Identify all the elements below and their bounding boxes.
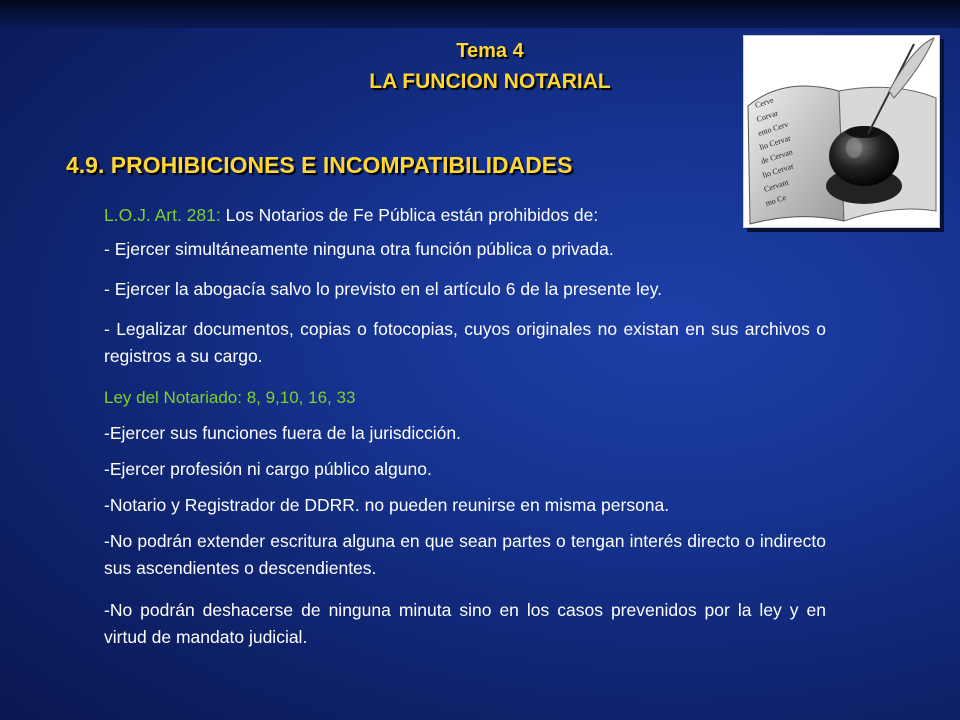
notariado-reference: Ley del Notariado: 8, 9,10, 16, 33 xyxy=(104,388,356,407)
top-band xyxy=(0,0,960,28)
book-text-line: mo Ce xyxy=(764,192,788,208)
book-text-line: ento Cerv xyxy=(756,119,790,138)
list-item: -Ejercer profesión ni cargo público alguno. xyxy=(104,459,432,479)
quill-inkwell-image xyxy=(743,35,940,228)
loj-reference: L.O.J. Art. 281: xyxy=(104,205,221,225)
topic-number: Tema 4 xyxy=(456,40,524,62)
book-text-line: Corvar xyxy=(755,108,780,124)
book-text-line: lio Cervar xyxy=(758,133,792,152)
loj-intro-text: Los Notarios de Fe Pública están prohibidos de: xyxy=(220,205,599,225)
list-item: - Ejercer simultáneamente ninguna otra función pública o privada. xyxy=(104,239,614,259)
topic-title: LA FUNCION NOTARIAL xyxy=(369,70,611,93)
loj-intro xyxy=(104,202,826,229)
book-text-line: lio Cervar xyxy=(761,161,795,180)
list-item: -No podrán deshacerse de ninguna minuta sino en los casos prevenidos por la ley y en virtud de mandato judicial. xyxy=(104,600,826,647)
list-item: -Ejercer sus funciones fuera de la jurisdicción. xyxy=(104,423,461,443)
quill-icon xyxy=(744,36,939,227)
book-text-line: Cervant xyxy=(762,177,790,194)
list-item: - Ejercer la abogacía salvo lo previsto en el artículo 6 de la presente ley. xyxy=(104,279,663,299)
list-item: - Legalizar documentos, copias o fotocopias, cuyos originales no existan en sus archivos o registros a su cargo. xyxy=(104,319,826,366)
section-title: 4.9. PROHIBICIONES E INCOMPATIBILIDADES xyxy=(66,152,573,178)
book-text-line: Cerve xyxy=(753,95,775,110)
list-item: -Notario y Registrador de DDRR. no pueden reunirse en misma persona. xyxy=(104,495,670,515)
list-item: -No podrán extender escritura alguna en que sean partes o tengan interés directo o indirecto sus ascendientes o descendientes. xyxy=(104,531,826,578)
book-text-line: de Cervan xyxy=(759,147,794,166)
